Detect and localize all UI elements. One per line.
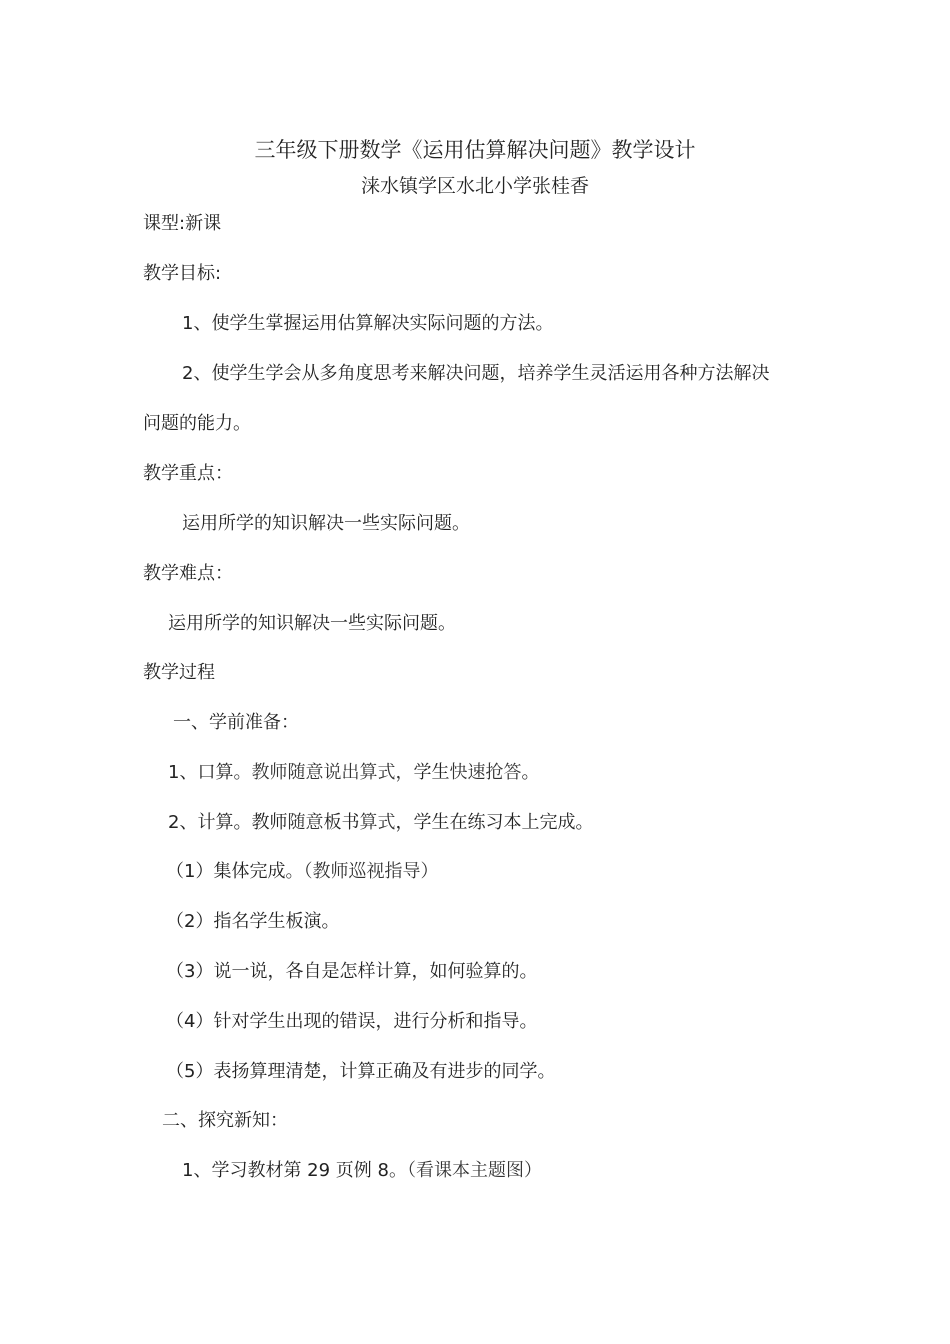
step-2-label: 2、计算。教师 bbox=[168, 812, 288, 833]
step-2-rest: ，学生在练习本上完成。 bbox=[395, 812, 594, 833]
objectives-heading: 教学目标: bbox=[143, 263, 222, 284]
step-2-formula: 算式 bbox=[359, 812, 396, 833]
sub-step-1-main: （1）集体完成 bbox=[166, 861, 286, 882]
step-1-answer-text: 快速抢答 bbox=[449, 762, 522, 783]
step-1-period: 。 bbox=[521, 762, 540, 783]
section-1-heading: 一、学前准备： bbox=[173, 712, 299, 733]
objective-1: 1、使学生掌握运用估算解决实际问题的方法。 bbox=[182, 313, 554, 334]
sub-step-3: （3）说一说，各自是怎样计算，如何验算的。 bbox=[166, 961, 538, 982]
step-1-students: 学生 bbox=[413, 762, 450, 783]
step-1-label: 1、口算 bbox=[168, 762, 234, 783]
objective-2-continued: 问题的能力。 bbox=[143, 413, 251, 434]
new-knowledge-1-main: 1、学习教材第 29 页例 8 bbox=[182, 1160, 389, 1181]
key-points-text: 运用所学的知识解决一些实际问题。 bbox=[182, 513, 470, 534]
new-knowledge-1-note: 。（看课本主题图） bbox=[388, 1160, 542, 1181]
sub-step-5: （5）表扬算理清楚，计算正确及有进步的同学。 bbox=[166, 1061, 556, 1082]
difficulties-text: 运用所学的知识解决一些实际问题。 bbox=[168, 613, 456, 634]
step-1 bbox=[168, 762, 539, 784]
document-author: 涞水镇学区水北小学张桂香 bbox=[360, 175, 589, 197]
process-heading: 教学过程 bbox=[143, 662, 215, 683]
document-title: 三年级下册数学《运用估算解决问题》教学设计 bbox=[254, 138, 696, 162]
sub-step-2: （2）指名学生板演。 bbox=[166, 911, 340, 932]
step-1-teacher-text: 。教师随意说出算式， bbox=[233, 762, 414, 783]
new-knowledge-1 bbox=[182, 1160, 542, 1182]
objective-2: 2、使学生学会从多角度思考来解决问题，培养学生灵活运用各种方法解决 bbox=[182, 363, 770, 384]
difficulties-heading: 教学难点： bbox=[143, 563, 233, 584]
step-2 bbox=[168, 812, 593, 834]
lesson-type: 课型:新课 bbox=[143, 213, 222, 234]
key-points-heading: 教学重点： bbox=[143, 463, 233, 484]
section-2-heading: 二、探究新知： bbox=[162, 1110, 288, 1131]
sub-step-1 bbox=[166, 861, 438, 883]
sub-step-4: （4）针对学生出现的错误，进行分析和指导。 bbox=[166, 1011, 538, 1032]
sub-step-1-note: 。（教师巡视指导） bbox=[285, 861, 439, 882]
step-2-board: 板书 bbox=[323, 812, 360, 833]
step-2-random: 随意 bbox=[287, 812, 324, 833]
